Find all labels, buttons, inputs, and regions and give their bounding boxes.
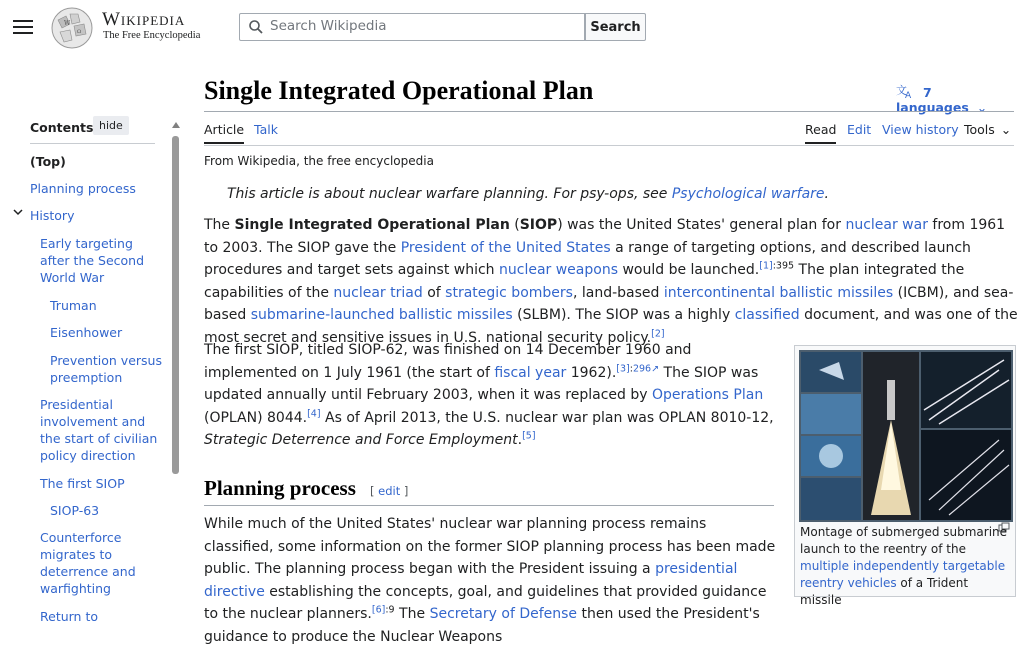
section-heading-planning-process: Planning process [204,476,356,500]
wikipedia-globe-logo[interactable] [50,6,94,50]
scrollbar-thumb[interactable] [172,136,179,474]
search-button[interactable]: Search [585,13,646,41]
toc-item-first-siop[interactable]: The first SIOP [40,476,125,491]
toc-item-return-to[interactable]: Return to [40,609,99,624]
link-president[interactable]: President of the United States [400,239,611,256]
tab-edit[interactable]: Edit [847,122,872,137]
toc-item-siop-63[interactable]: SIOP-63 [50,503,100,518]
link-strategic-bombers[interactable]: strategic bombers [445,284,573,301]
page-title: Single Integrated Operational Plan [204,76,594,105]
toc-scrollbar[interactable] [170,120,181,632]
citation-5[interactable]: [5] [522,430,536,442]
link-fiscal-year[interactable]: fiscal year [494,364,567,381]
toc-item-early-targeting[interactable]: Early targeting after the Second World War [40,236,145,285]
table-of-contents [0,112,185,632]
hatnote: This article is about nuclear warfare planning. For psy-ops, see Psychological warfare. [227,186,829,202]
chevron-down-icon: ⌄ [1000,122,1012,137]
paragraph-intro: The Single Integrated Operational Plan (SIOP) was the United States' general plan for nuclear war from 1961 to 2003. The SIOP gave the President of the United States a range of targeting options, and described launch procedures and target sets against which nuclear weapons would be launched.$^{[1]:395}$ The plan integrated the capabilities of the nuclear triad of strategic bombers, land-based intercontinental ballistic missiles (ICBM), and sea-based submarine-launched ballistic missiles (SLBM). The SIOP was a highly classified document, and was one of the most secret and sensitive issues in U.S. national security policy.[2] [204,217,1018,346]
tab-view-history[interactable]: View history [882,122,959,137]
toc-item-counterforce[interactable]: Counterforce migrates to deterrence and warfighting [40,530,136,596]
tab-talk[interactable]: Talk [254,122,278,137]
title-divider [204,111,1014,112]
citation-3-page[interactable]: 296↗ [632,362,660,374]
image-thumbnail [794,345,1016,607]
link-presidential-directive[interactable]: presidential directive [204,561,738,600]
paragraph-first-siop: The first SIOP, titled SIOP-62, was finished on 14 December 1960 and implemented on 1 July 1961 (the start of fiscal year 1962).$^{[3]:296↗}$ The SIOP was updated annually until February 2003, when it was replaced by Operations Plan (OPLAN) 8044.[4] As of April 2013, the U.S. nuclear war plan was OPLAN 8010-12, Strategic Deterrence and Force Employment.[5] [204,342,774,448]
toc-hide-button[interactable]: hide [93,116,129,135]
toc-item-truman[interactable]: Truman [50,298,97,313]
language-count: 7 languages [896,85,969,115]
toc-item-top[interactable]: (Top) [30,154,66,169]
hatnote-text: This article is about nuclear warfare planning. For psy-ops, see [227,186,672,202]
image-caption [800,524,1010,609]
svg-text:A: A [905,91,912,99]
svg-text:文: 文 [896,84,907,97]
header [0,0,1024,56]
caption-text: Montage of submerged submarine launch to the reentry of the [800,525,1008,556]
toc-divider [30,143,155,144]
link-operations-plan[interactable]: Operations Plan [652,387,764,403]
citation-3[interactable]: [3] [616,362,630,374]
search-box[interactable] [239,13,585,41]
trident-missile-montage-image[interactable] [799,350,1013,522]
chevron-down-icon: ⌄ [976,100,988,115]
toc-item-history[interactable]: History [30,208,75,223]
link-slbm[interactable]: submarine-launched ballistic missiles [250,307,513,323]
hatnote-link[interactable]: Psychological warfare [671,186,825,202]
search-input[interactable] [270,18,570,34]
link-nuclear-weapons[interactable]: nuclear weapons [499,262,618,278]
svg-text:Ω: Ω [77,29,82,35]
toc-item-presidential-involvement[interactable]: Presidential involvement and the start of civilian policy direction [40,397,158,463]
site-subtitle: From Wikipedia, the free encyclopedia [204,154,434,168]
citation-4[interactable]: [4] [307,407,321,419]
citation-1[interactable]: [1] [759,260,773,272]
citation-6[interactable]: [6] [371,604,386,616]
main-menu-icon[interactable] [13,17,33,35]
svg-text:W: W [64,20,71,27]
tab-read[interactable]: Read [805,122,836,144]
section-divider [204,505,774,506]
toc-item-eisenhower[interactable]: Eisenhower [50,325,123,340]
scroll-up-icon[interactable] [172,122,180,128]
toc-heading: Contents [30,120,94,135]
link-secretary-of-defense[interactable]: Secretary of Defense [429,606,578,622]
tabs-divider [204,145,1014,146]
search-icon [249,20,263,34]
edit-link[interactable]: edit [378,484,401,498]
caption-link-mirv[interactable]: multiple independently targetable reentry vehicles [800,559,1006,590]
paragraph-planning: While much of the United States' nuclear war planning process remains classified, some information on the former SIOP planning process has been made public. The planning process began with the President issuing a presidential directive establishing the concepts, goal, and guidelines that provided guidance to the nuclear planners.$^{[6]:9}$ The Secretary of Defense then used the President's guidance to produce the Nuclear Weapons [204,516,776,645]
wikipedia-tagline: The Free Encyclopedia [103,30,201,41]
link-icbm[interactable]: intercontinental ballistic missiles [663,284,894,301]
tab-article[interactable]: Article [204,122,244,144]
tab-tools[interactable] [964,122,1011,137]
link-nuclear-triad[interactable]: nuclear triad [333,284,423,301]
toc-item-planning-process[interactable]: Planning process [30,181,136,196]
link-classified[interactable]: classified [734,307,800,323]
caption-text-end: of a Trident missile [800,576,969,607]
tools-label: Tools [964,122,995,137]
chevron-down-icon[interactable] [13,209,23,217]
link-nuclear-war[interactable]: nuclear war [845,217,928,233]
toc-item-prevention-preemption[interactable]: Prevention versus preemption [50,353,162,385]
section-edit-link[interactable]: [ edit ] [370,484,409,498]
wikipedia-wordmark[interactable]: Wikipedia [102,9,186,30]
citation-2[interactable]: [2] [651,327,665,339]
